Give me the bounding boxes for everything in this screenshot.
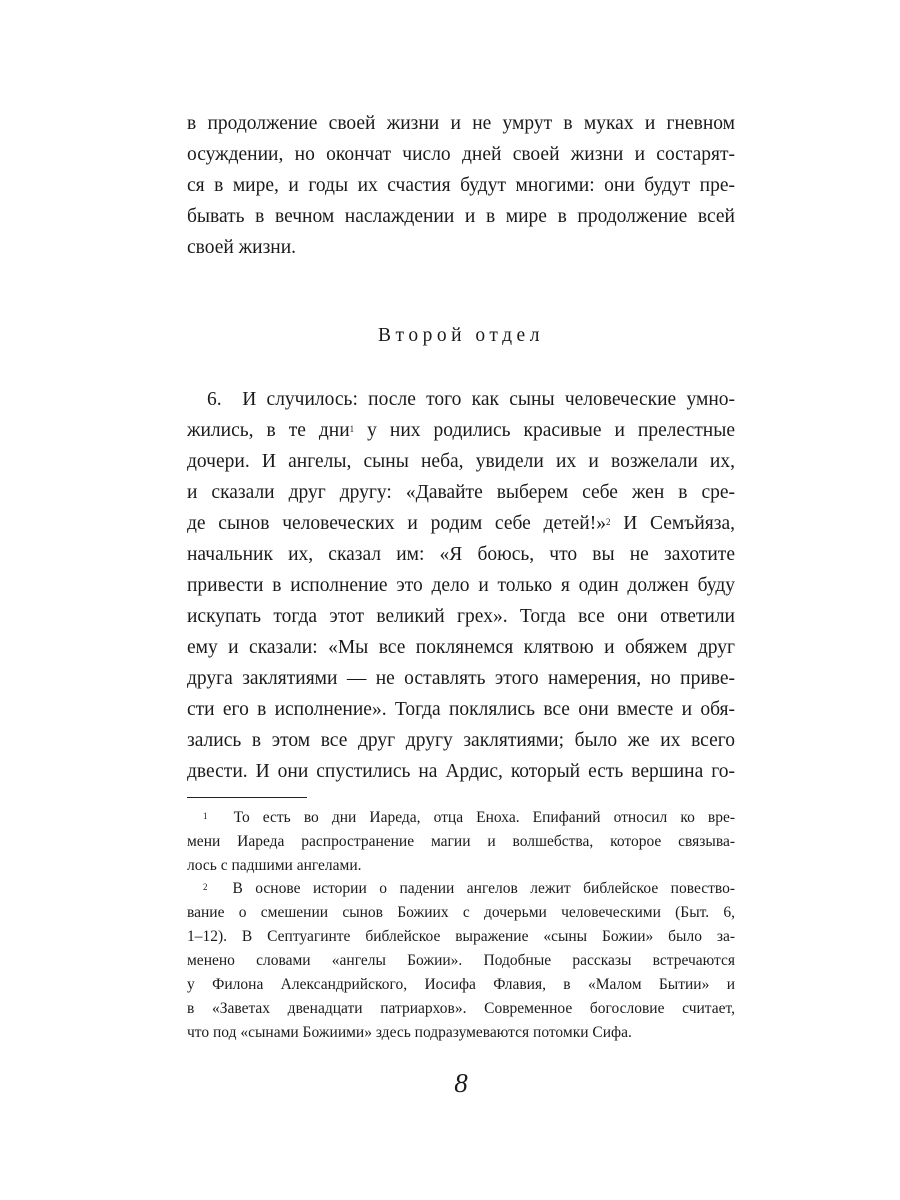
text-line: своей жизни. <box>187 237 297 258</box>
text-line: менено словами «ангелы Божии». Подобные рассказы встречаются <box>187 952 735 969</box>
text-line: у Филона Александрийского, Иосифа Флавия, в «Малом Бытии» и <box>187 976 735 993</box>
text-line: осуждении, но окончат число дней своей жизни и состарят- <box>187 144 735 165</box>
footnote-marker: 1 <box>203 811 208 821</box>
text-line: и сказали друг другу: «Давайте выберем себе жен в сре- <box>187 482 735 503</box>
text-line: начальник их, сказал им: «Я боюсь, что вы не захотите <box>187 544 735 565</box>
text-line: двести. И они спустились на Ардис, который есть вершина го- <box>187 761 735 782</box>
text-line: друга заклятиями — не оставлять этого намерения, но приве- <box>187 668 735 689</box>
text-line: в продолжение своей жизни и не умрут в муках и гневном <box>187 113 735 134</box>
text-line: зались в этом все друг другу заклятиями; было же их всего <box>187 730 735 751</box>
text-line: что под «сынами Божиими» здесь подразумеваются потомки Сифа. <box>187 1024 632 1041</box>
paragraph-line: де сынов человеческих и родим себе детей!»$^2$ И Семъйяза, <box>187 513 735 534</box>
text-line: в «Заветах двенадцати патриархов». Современное богословие считает, <box>187 1000 735 1017</box>
footnote-1-line: $^1$ То есть во дни Иареда, отца Еноха. Епифаний относил ко вре- <box>203 809 735 826</box>
text-line: мени Иареда распространение магии и волшебства, которое связыва- <box>187 833 735 850</box>
text-line: сти его в исполнение». Тогда поклялись все они вместе и обя- <box>187 699 735 720</box>
section-heading: Второй отдел <box>378 325 544 346</box>
verse-number: 6. <box>207 389 222 410</box>
text-line: ся в мире, и годы их счастия будут многими: они будут пре- <box>187 175 735 196</box>
footnote-divider <box>187 797 307 798</box>
footnote-ref[interactable]: 1 <box>349 424 355 434</box>
text-line: дочери. И ангелы, сыны неба, увидели их и возжелали их, <box>187 451 735 472</box>
text-line: ему и сказали: «Мы все поклянемся клятвою и обяжем друг <box>187 637 735 658</box>
paragraph-line: жились, в те дни$^1$ у них родились красивые и прелестные <box>187 420 735 441</box>
footnote-ref[interactable]: 2 <box>605 517 611 527</box>
footnote-2-line: $^2$ В основе истории о падении ангелов лежит библейское повество- <box>203 880 735 897</box>
paragraph-first-line <box>187 388 735 412</box>
footnote-marker: 2 <box>203 882 208 892</box>
text-line: привести в исполнение это дело и только я один должен буду <box>187 575 735 596</box>
text-line: бывать в вечном наслаждении и в мире в продолжение всей <box>187 206 735 227</box>
text-line: 1–12). В Септуагинте библейское выражение «сыны Божии» было за- <box>187 928 735 945</box>
text-line: искупать тогда этот великий грех». Тогда все они ответили <box>187 606 735 627</box>
page-number: 8 <box>454 1068 468 1098</box>
text-line: вание о смешении сынов Божиих с дочерьми человеческими (Быт. 6, <box>187 904 735 921</box>
text-line: лось с падшими ангелами. <box>187 857 362 874</box>
text-line: И случилось: после того как сыны человеческие умно- <box>242 389 736 410</box>
